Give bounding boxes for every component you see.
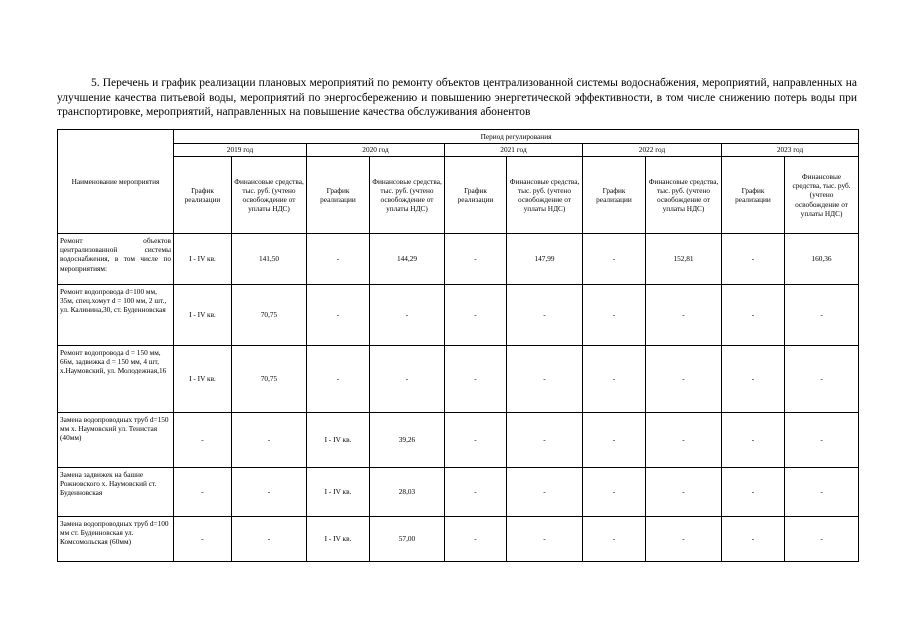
table-cell: - (583, 234, 646, 285)
measure-name: Замена водопроводных труб d=150 мм х. Наумовский ул. Тенистая (40мм) (58, 413, 174, 468)
schedule-header: График реализации (722, 157, 785, 234)
table-cell: - (370, 285, 445, 346)
table-cell: - (307, 234, 370, 285)
table-cell: - (583, 285, 646, 346)
measure-name: Ремонт водопровода d=100 мм, 35м, спец.хомут d = 100 мм, 2 шт., ул. Калинина,30, ст. Буденновская (58, 285, 174, 346)
table-cell: - (445, 346, 507, 413)
table-cell: 141,50 (232, 234, 307, 285)
table-cell: 28,03 (370, 468, 445, 517)
finance-header: Финансовые средства, тыс. руб. (учтено освобождение от уплаты НДС) (232, 157, 307, 234)
table-cell: - (507, 285, 583, 346)
table-cell: - (646, 517, 722, 562)
measure-name: Замена задвижек на башне Рожновского х. Наумовский ст. Буденновская (58, 468, 174, 517)
table-cell: 152,81 (646, 234, 722, 285)
table-cell: - (445, 234, 507, 285)
table-cell: - (785, 346, 859, 413)
table-row (58, 285, 859, 346)
table-cell: - (307, 346, 370, 413)
table-cell: - (583, 517, 646, 562)
measure-name: Ремонт объектов централизованной системы водоснабжения, в том числе по мероприятиям: (58, 234, 174, 285)
table-cell: - (722, 346, 785, 413)
table-row (58, 346, 859, 413)
table-cell: - (174, 413, 232, 468)
table-cell: 144,29 (370, 234, 445, 285)
table-cell: - (646, 346, 722, 413)
table-cell: - (174, 517, 232, 562)
table-row (58, 234, 859, 285)
table-cell: - (445, 517, 507, 562)
table-cell: - (445, 413, 507, 468)
table-cell: - (232, 517, 307, 562)
schedule-header: График реализации (174, 157, 232, 234)
table-cell: 147,99 (507, 234, 583, 285)
table-cell: - (507, 346, 583, 413)
table-cell: - (646, 413, 722, 468)
finance-header: Финансовые средства, тыс. руб. (учтено освобождение от уплаты НДС) (785, 157, 859, 234)
table-cell: - (722, 234, 785, 285)
table-cell: - (785, 517, 859, 562)
table-cell: - (646, 285, 722, 346)
year-header: 2019 год (174, 144, 307, 157)
table-cell: - (583, 468, 646, 517)
table-cell: 39,26 (370, 413, 445, 468)
measure-name: Замена водопроводных труб d=100 мм ст. Буденновская ул. Комсомольская (60мм) (58, 517, 174, 562)
table-cell: I - IV кв. (174, 346, 232, 413)
period-header: Период регулирования (174, 130, 859, 144)
table-cell: - (307, 285, 370, 346)
table-cell: - (722, 413, 785, 468)
schedule-header: График реализации (583, 157, 646, 234)
table-cell: - (583, 413, 646, 468)
table-cell: - (445, 285, 507, 346)
table-cell: - (785, 285, 859, 346)
year-header: 2020 год (307, 144, 445, 157)
measure-name: Ремонт водопровода d = 150 мм, 66м, задвижка d = 150 мм, 4 шт, х.Наумовский, ул. Молодежная,16 (58, 346, 174, 413)
table-row (58, 413, 859, 468)
table-cell: - (646, 468, 722, 517)
year-header: 2023 год (722, 144, 859, 157)
table-cell: - (583, 346, 646, 413)
table-cell: - (785, 413, 859, 468)
table-cell: 57,00 (370, 517, 445, 562)
table-row (58, 517, 859, 562)
table-cell: - (785, 468, 859, 517)
table-cell: I - IV кв. (174, 285, 232, 346)
section-heading: 5. Перечень и график реализации плановых мероприятий по ремонту объектов централизованной системы водоснабжения, мероприятий, направленных на улучшение качества питьевой воды, мероприятий по энергосбережению и повышению энергетической эффективности, в том числе снижению потерь воды при транспортировке, мероприятий, направленных на повышение качества обслуживания абонентов (57, 77, 857, 119)
name-column-header: Наименование мероприятия (58, 130, 174, 234)
table-cell: I - IV кв. (307, 517, 370, 562)
table-cell: - (174, 468, 232, 517)
table-cell: I - IV кв. (307, 468, 370, 517)
table-cell: I - IV кв. (174, 234, 232, 285)
year-header: 2022 год (583, 144, 722, 157)
year-header: 2021 год (445, 144, 583, 157)
table-cell: - (507, 517, 583, 562)
table-cell: - (232, 468, 307, 517)
table-cell: 70,75 (232, 346, 307, 413)
schedule-header: График реализации (445, 157, 507, 234)
table-cell: - (445, 468, 507, 517)
table-row (58, 468, 859, 517)
table-cell: 70,75 (232, 285, 307, 346)
measures-table (57, 129, 859, 562)
table-cell: - (722, 285, 785, 346)
table-cell: - (370, 346, 445, 413)
table-cell: - (722, 468, 785, 517)
finance-header: Финансовые средства, тыс. руб. (учтено освобождение от уплаты НДС) (507, 157, 583, 234)
table-cell: - (507, 468, 583, 517)
schedule-header: График реализации (307, 157, 370, 234)
table-cell: 160,36 (785, 234, 859, 285)
finance-header: Финансовые средства, тыс. руб. (учтено освобождение от уплаты НДС) (646, 157, 722, 234)
table-cell: - (722, 517, 785, 562)
table-cell: - (507, 413, 583, 468)
table-cell: - (232, 413, 307, 468)
table-cell: I - IV кв. (307, 413, 370, 468)
finance-header: Финансовые средства, тыс. руб. (учтено освобождение от уплаты НДС) (370, 157, 445, 234)
